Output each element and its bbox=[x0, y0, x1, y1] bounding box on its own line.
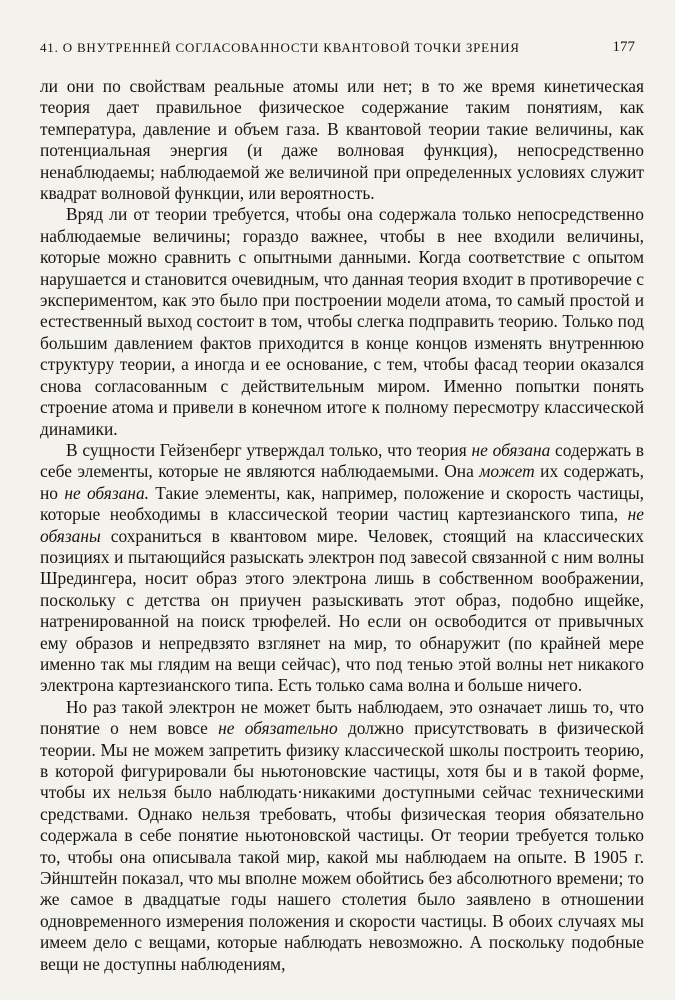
text-run: Вряд ли от теории требуется, чтобы она содержала только непосредственно наблюдаемые величины; гораздо важнее, чтобы в нее входили величины, которые можно сравнить с опытными данными. Когда соответствие с опытом нарушается и становится очевидным, что данная теория входит в противоречие с экспериментом, как это было при построении модели атома, то самый простой и естественный выход состоит в том, чтобы слегка подправить теорию. Только под большим давлением фактов приходится в конце концов изменять внутреннюю структуру теории, а иногда и ее основание, с тем, чтобы фасад теории оказался снова согласованным с действительным миром. Именно попытки понять строение атома и привели в конечном итоге к полному пересмотру классической динамики. bbox=[40, 204, 644, 439]
emphasis-text: не обязана bbox=[471, 439, 551, 460]
running-header-title: 41. О ВНУТРЕННЕЙ СОГЛАСОВАННОСТИ КВАНТОВОЙ ТОЧКИ ЗРЕНИЯ bbox=[40, 40, 520, 55]
emphasis-text: не обязательно bbox=[218, 718, 338, 739]
paragraph bbox=[40, 76, 644, 204]
text-run: Такие элементы, как, например, положение и скорость частицы, которые необходимы в классической теории частиц картезианского типа, bbox=[40, 482, 644, 525]
body-text bbox=[40, 76, 644, 975]
text-run: должно присутствовать в физической теории. Мы не можем запретить физику классической школы построить теорию, в которой фигурировали бы ньютоновские частицы, хотя бы и в такой форме, чтобы их нельзя было наблюдать·никакими доступными сейчас техническими средствами. Однако нельзя требовать, чтобы физическая теория обязательно содержала в себе понятие ньютоновской частицы. От теории требуется только то, чтобы она описывала такой мир, какой мы наблюдаем на опыте. В 1905 г. Эйнштейн показал, что мы вполне можем обойтись без абсолютного времени; то же самое в двадцатые годы нашего столетия было заявлено в отношении одновременного измерения положения и скорости частицы. В обоих случаях мы имеем дело с вещами, которые наблюдать невозможно. А поскольку подобные вещи не доступны наблюдениям, bbox=[40, 718, 644, 974]
text-run: сохраниться в квантовом мире. Человек, стоящий на классических позициях и пытающийся разыскать электрон под завесой связанной с ним волны Шредингера, носит образ этого электрона лишь в собственном воображении, поскольку с детства он приучен разыскивать этот образ, подобно ищейке, натренированной на поиск трюфелей. Но если он освободится от привычных ему образов и непредвзято взглянет на мир, то обнаружит (по крайней мере именно так мы глядим на вещи сейчас), что под тенью этой волны нет никакого электрона картезианского типа. Есть только сама волна и больше ничего. bbox=[40, 525, 644, 696]
emphasis-text: не обязаны bbox=[40, 504, 644, 546]
emphasis-text: может bbox=[479, 461, 535, 482]
paragraph bbox=[40, 204, 644, 439]
text-run: содержать в себе элементы, которые не являются наблюдаемыми. Она bbox=[40, 439, 645, 482]
paragraph bbox=[40, 697, 644, 975]
emphasis-text: не обязана. bbox=[64, 482, 149, 503]
text-run: Но раз такой электрон не может быть наблюдаем, это означает лишь то, что понятие о нем вовсе bbox=[40, 696, 644, 739]
text-run: В сущности Гейзенберг утверждал только, что теория bbox=[66, 439, 472, 460]
text-run: их содержать, но bbox=[40, 461, 644, 503]
paragraph bbox=[40, 440, 644, 697]
page-number: 177 bbox=[612, 39, 635, 55]
text-run: ли они по свойствам реальные атомы или нет; в то же время кинетическая теория дает правильное физическое содержание таким понятиям, как температура, давление и объем газа. В квантовой теории такие величины, как потенциальная энергия (и даже волновая функция), непосредственно ненаблюдаемы; наблюдаемой же величиной при определенных условиях служит квадрат волновой функции, или вероятность. bbox=[40, 76, 644, 204]
